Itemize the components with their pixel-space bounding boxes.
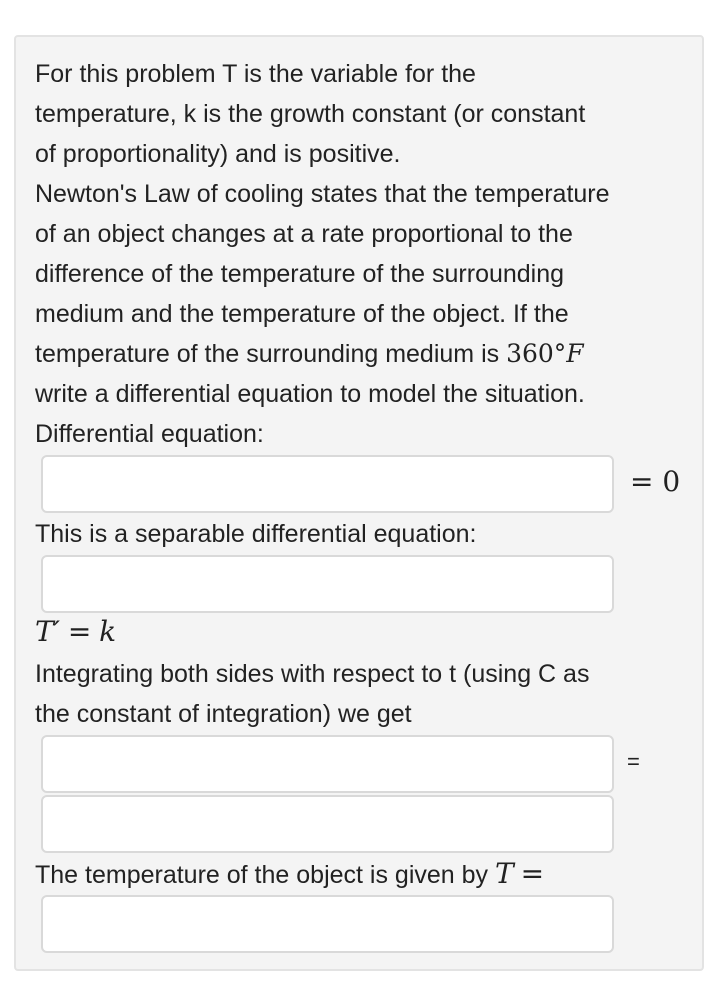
result-equals: = [520,857,545,890]
equals-zero [630,462,680,502]
result-variable: T [494,857,514,890]
problem-line-8-text: temperature of the surrounding medium is [35,340,507,368]
integrating-line-1: Integrating both sides with respect to t (using C as [35,660,590,688]
degree-symbol: ° [553,339,567,368]
tprime-equals: = [67,615,92,648]
problem-line-2: temperature, k is the growth constant (or constant [35,100,586,128]
tprime-rhs: k [99,615,117,648]
differential-equation-label: Differential equation: [35,420,264,448]
problem-line-6: difference of the temperature of the surrounding [35,260,565,288]
tprime-equation [35,612,116,652]
integrated-rhs-input[interactable] [41,795,614,853]
integrated-lhs-input[interactable] [41,735,614,793]
problem-line-3: of proportionality) and is positive. [35,140,401,168]
temperature-solution-input[interactable] [41,895,614,953]
differential-equation-input[interactable] [41,455,614,513]
separable-label: This is a separable differential equation: [35,520,477,548]
tprime-lhs: T′ [35,615,61,648]
result-line [35,854,544,895]
problem-line-7: medium and the temperature of the object. If the [35,300,569,328]
separable-equation-input[interactable] [41,555,614,613]
problem-line-1: For this problem T is the variable for the [35,60,476,88]
problem-line-5: of an object changes at a rate proportional to the [35,220,573,248]
equals-sign: = [630,465,654,498]
temperature-value: 360 [506,339,554,368]
zero-value: 0 [662,465,681,498]
problem-line-9: write a differential equation to model the situation. [35,380,585,408]
problem-line-4: Newton's Law of cooling states that the temperature [35,180,610,208]
temperature-unit: F [566,339,584,368]
integrating-line-2: the constant of integration) we get [35,700,412,728]
integrated-equals: = [627,749,640,774]
result-label: The temperature of the object is given by [35,861,495,889]
problem-line-8 [35,334,584,374]
